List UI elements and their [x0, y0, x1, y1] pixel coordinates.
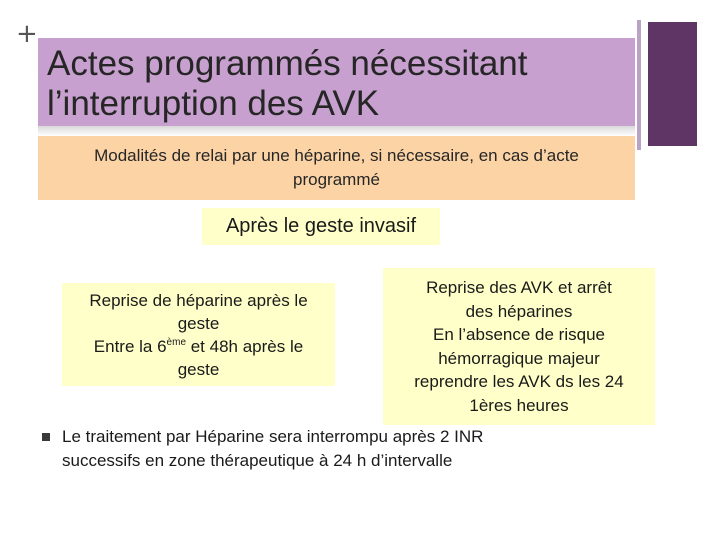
right-box-line3: En l’absence de risque	[432, 325, 605, 344]
plus-icon: +	[16, 19, 38, 49]
subtitle-box	[38, 136, 635, 200]
bullet-text	[62, 425, 662, 473]
slide-title-line2: l’interruption des AVK	[47, 84, 380, 123]
after-procedure-text: Après le geste invasif	[225, 215, 417, 237]
slide-title-line1: Actes programmés nécessitant	[47, 44, 528, 83]
right-box-line2: des héparines	[465, 301, 573, 321]
slide-title	[47, 44, 627, 124]
decorative-side-block	[648, 22, 697, 146]
bullet-square-icon	[42, 433, 50, 441]
heparin-resumption-box	[62, 283, 335, 386]
avk-resumption-box	[383, 268, 655, 425]
right-box-line4: hémorragique majeur	[438, 348, 600, 368]
left-box-line3: Entre la 6ème et 48h après le	[93, 336, 304, 356]
subtitle-line2: programmé	[293, 170, 380, 189]
bullet-line2: successifs en zone thérapeutique à 24 h d’intervalle	[62, 451, 453, 470]
title-shadow	[38, 126, 635, 136]
right-box-line5: reprendre les AVK ds les 24	[414, 372, 624, 391]
after-procedure-label	[202, 208, 440, 245]
bullet-line1: Le traitement par Héparine sera interrompu après 2 INR	[62, 427, 484, 446]
left-box-line1: Reprise de héparine après le	[89, 290, 308, 310]
left-box-line4: geste	[177, 359, 220, 379]
right-box-line1: Reprise des AVK et arrêt	[426, 278, 612, 297]
subtitle-line1: Modalités de relai par une héparine, si nécessaire, en cas d’acte	[94, 146, 579, 165]
left-box-line2: geste	[177, 313, 220, 333]
decorative-vertical-line	[637, 20, 641, 150]
right-box-line6: 1ères heures	[469, 395, 569, 415]
